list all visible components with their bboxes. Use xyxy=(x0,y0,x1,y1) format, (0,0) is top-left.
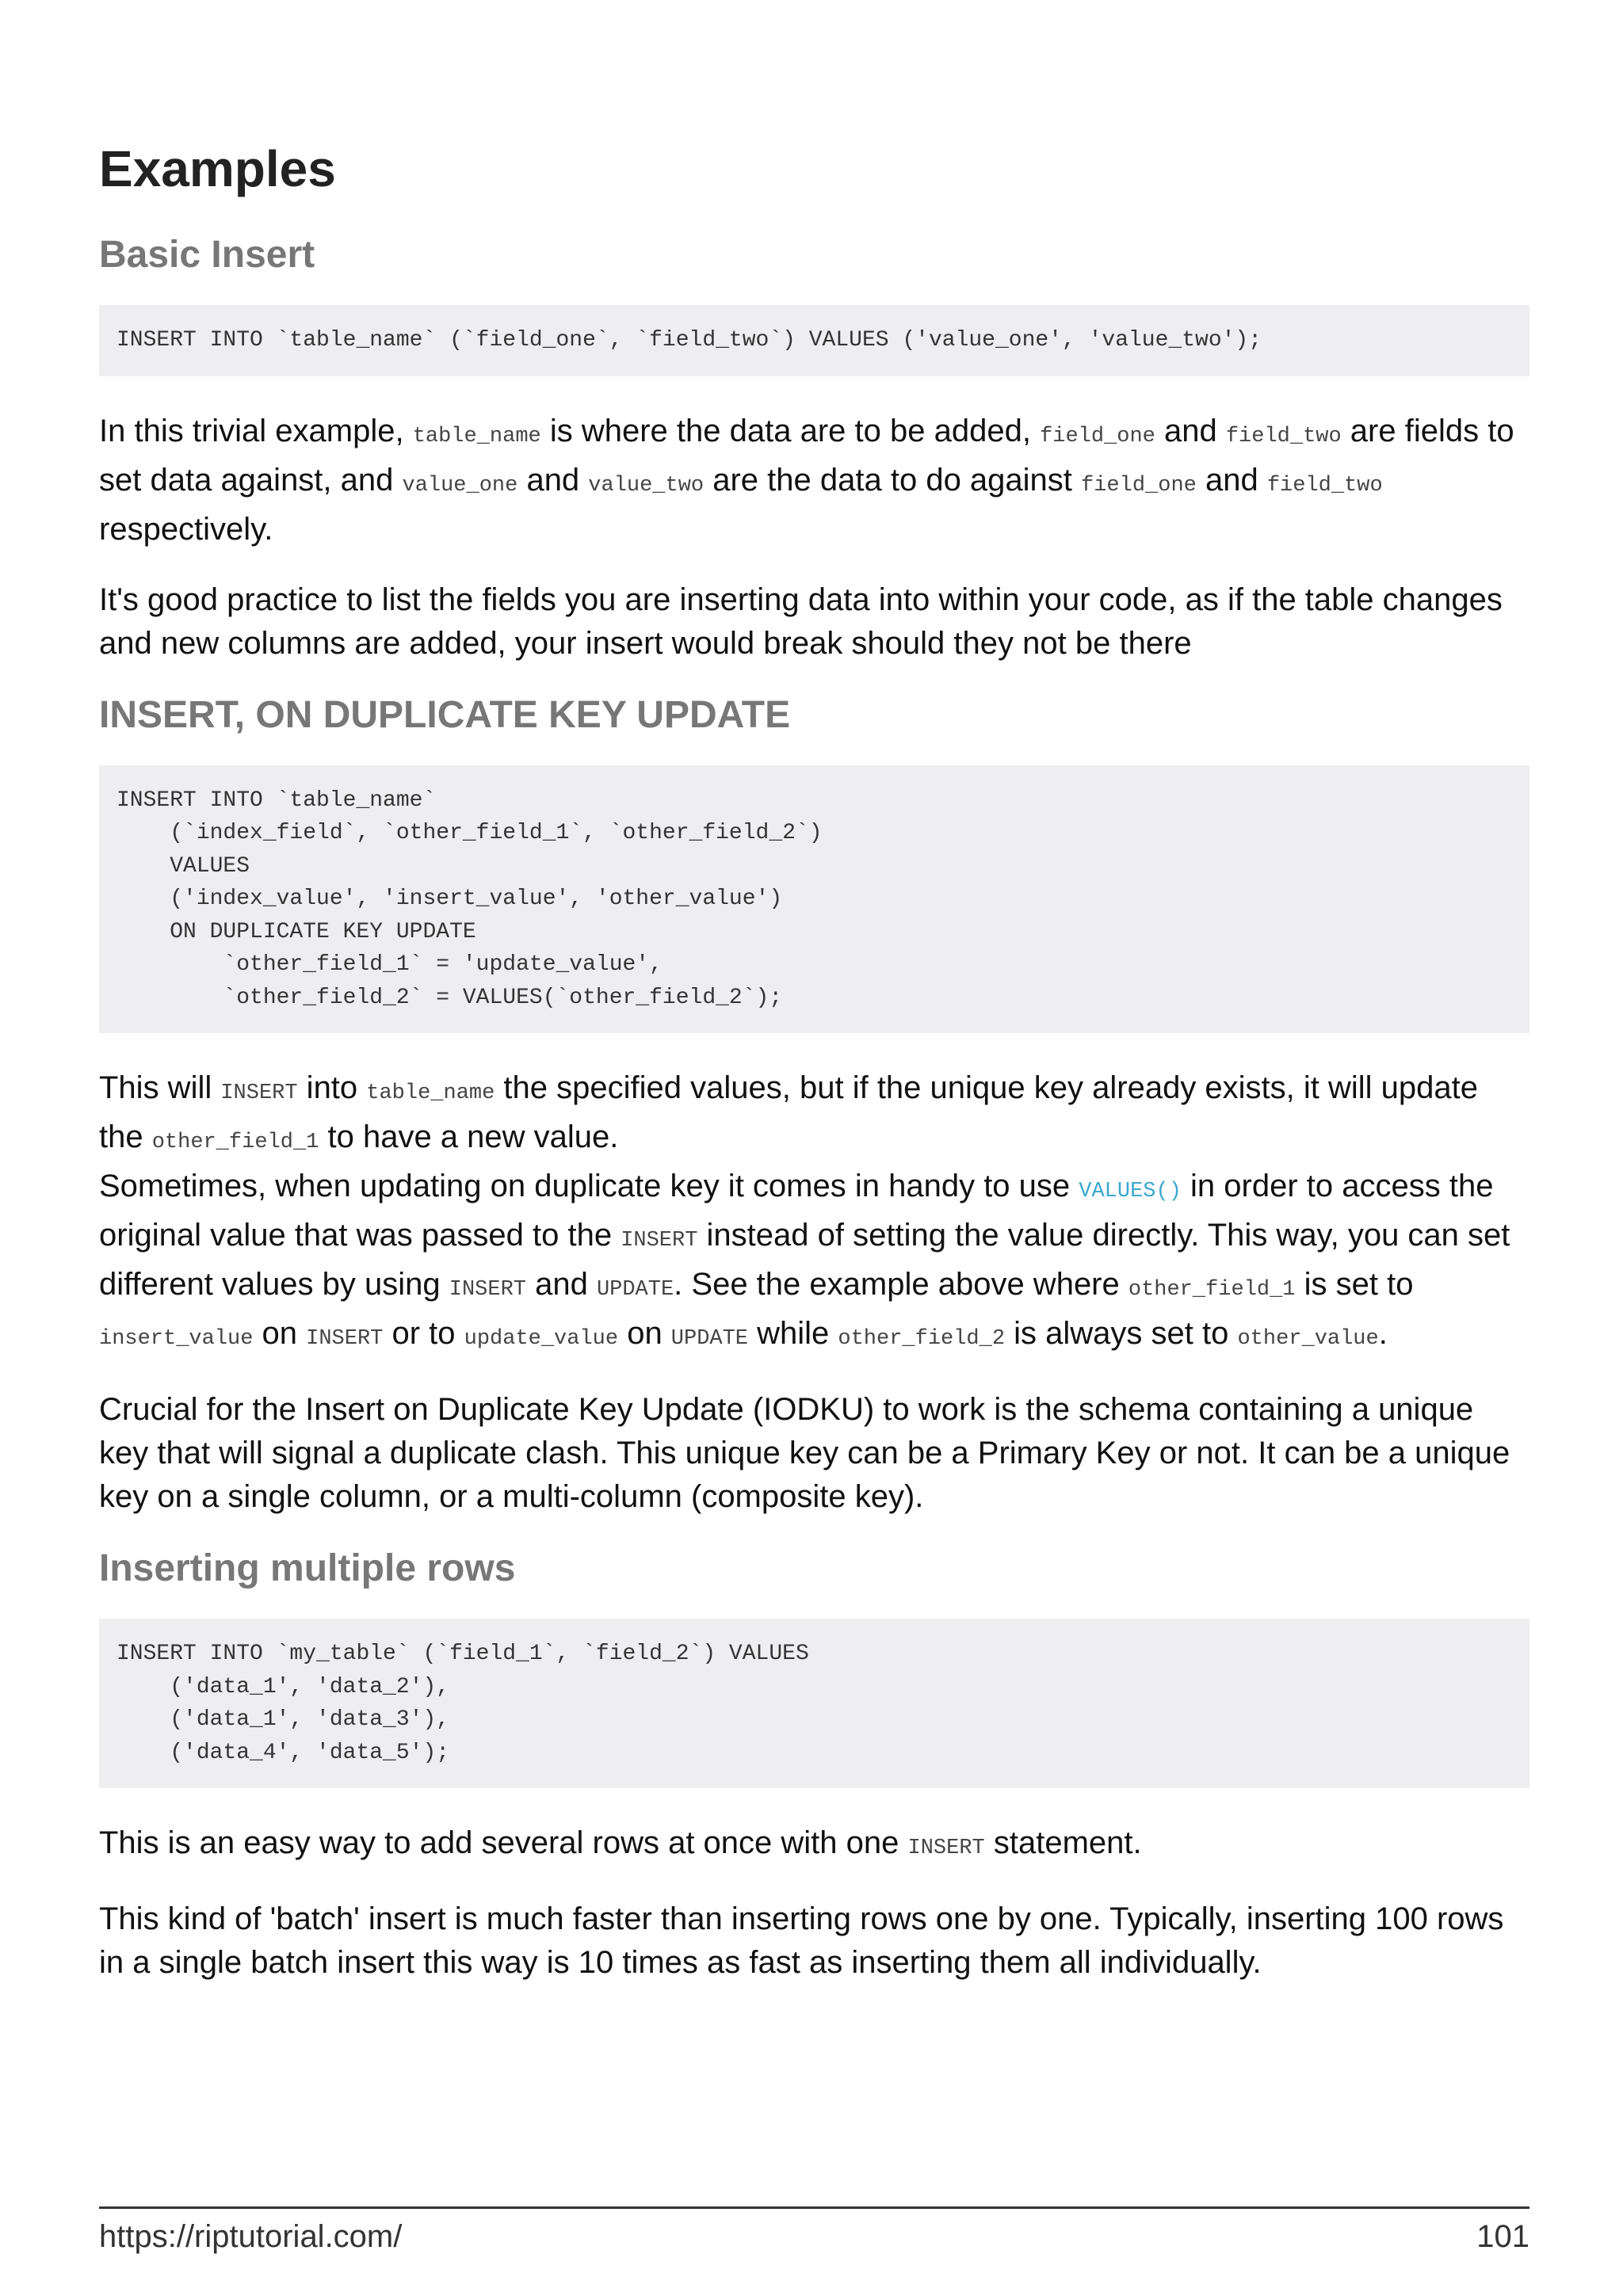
text-run: while xyxy=(748,1316,838,1351)
paragraph-multi-explanation xyxy=(99,1821,1529,1871)
paragraph-basic-explanation xyxy=(99,410,1529,551)
inline-code: INSERT xyxy=(306,1327,384,1351)
inline-code: other_field_2 xyxy=(838,1327,1006,1351)
page-number: 101 xyxy=(1476,2219,1529,2254)
text-run: are fields to set data against, and xyxy=(99,413,1514,498)
page-heading: Examples xyxy=(99,140,336,197)
paragraph-values-function xyxy=(99,1165,1529,1361)
paragraph-batch-performance: This kind of 'batch' insert is much faster than inserting rows one by one. Typically, inserting 100 rows in a single batch insert this way is 10 times as fast as inserting them all individually. xyxy=(99,1901,1504,1980)
inline-code: field_two xyxy=(1266,473,1383,498)
paragraph-iodku-explanation xyxy=(99,1066,1529,1165)
text-run: In this trivial example, xyxy=(99,413,413,448)
text-run: is where the data are to be added, xyxy=(540,413,1041,448)
paragraph-good-practice: It's good practice to list the fields you are inserting data into within your code, as if the table changes and new columns are added, your insert would break should they not be there xyxy=(99,582,1503,661)
text-run: on xyxy=(618,1316,671,1351)
inline-code: INSERT xyxy=(449,1278,526,1302)
section-title-iodku: INSERT, ON DUPLICATE KEY UPDATE xyxy=(99,693,791,736)
inline-code: UPDATE xyxy=(670,1327,749,1351)
text-run: into xyxy=(297,1070,367,1105)
text-run: and xyxy=(525,1267,597,1302)
text-run: . xyxy=(1378,1316,1388,1351)
text-run: is set to xyxy=(1295,1267,1414,1302)
inline-code: other_value xyxy=(1237,1327,1379,1351)
text-run: to have a new value. xyxy=(319,1119,619,1154)
text-run: and xyxy=(1155,413,1226,448)
inline-code: value_one xyxy=(402,473,518,498)
inline-code: update_value xyxy=(464,1327,619,1351)
inline-code: field_one xyxy=(1081,473,1197,498)
inline-code: INSERT xyxy=(621,1229,698,1253)
inline-code: insert_value xyxy=(99,1327,254,1351)
text-run: is always set to xyxy=(1005,1316,1238,1351)
text-run: statement. xyxy=(984,1825,1142,1860)
text-run: instead of setting the value directly. This way, you can set different values by using xyxy=(99,1218,1510,1302)
text-run: respectively. xyxy=(99,511,273,547)
code-block-multiple-rows: INSERT INTO `my_table` (`field_1`, `field_2`) VALUES ('data_1', 'data_2'), ('data_1', 'data_3'), ('data_4', 'data_5'); xyxy=(99,1619,1529,1788)
text-run: or to xyxy=(383,1316,464,1351)
text-run: and xyxy=(1196,462,1267,498)
text-run: the specified values, but if the unique key already exists, it will update the xyxy=(99,1070,1479,1154)
text-run: . See the example above where xyxy=(674,1267,1128,1302)
inline-code: table_name xyxy=(412,424,541,448)
inline-code: field_two xyxy=(1225,424,1342,448)
inline-code: field_one xyxy=(1040,424,1155,448)
values-function-link[interactable]: VALUES() xyxy=(1079,1180,1182,1203)
inline-code: other_field_1 xyxy=(1128,1278,1296,1302)
section-title-basic-insert: Basic Insert xyxy=(99,234,315,276)
text-run: on xyxy=(253,1316,307,1351)
paragraph-iodku-requirement: Crucial for the Insert on Duplicate Key Update (IODKU) to work is the schema containing a unique key that will signal a duplicate clash. This unique key can be a Primary Key or not. It can be a unique key on a single column, or a multi-column (composite key). xyxy=(99,1392,1510,1514)
text-run: are the data to do against xyxy=(704,462,1082,498)
footer-url[interactable]: https://riptutorial.com/ xyxy=(99,2219,403,2254)
document-page xyxy=(99,139,1529,2012)
page-footer xyxy=(99,2206,1529,2256)
text-run: Sometimes, when updating on duplicate key it comes in handy to use xyxy=(99,1169,1079,1203)
inline-code: value_two xyxy=(588,473,705,498)
code-block-iodku: INSERT INTO `table_name` (`index_field`, `other_field_1`, `other_field_2`) VALUES ('index_value', 'insert_value', 'other_value') ON DUPLICATE KEY UPDATE `other_field_1` = 'update_value', `other_field_2` = VALUES(`other_field_2`); xyxy=(99,765,1529,1034)
text-run: This is an easy way to add several rows at once with one xyxy=(99,1825,908,1860)
inline-code: table_name xyxy=(366,1081,495,1105)
text-run: and xyxy=(517,462,589,498)
inline-code: other_field_1 xyxy=(151,1131,319,1154)
section-title-multiple-rows: Inserting multiple rows xyxy=(99,1547,516,1589)
code-block-basic-insert: INSERT INTO `table_name` (`field_one`, `field_two`) VALUES ('value_one', 'value_two'); xyxy=(99,305,1529,376)
text-run: in order to access the original value that was passed to the xyxy=(99,1169,1494,1253)
inline-code: UPDATE xyxy=(596,1278,674,1302)
inline-code: INSERT xyxy=(907,1836,985,1860)
text-run: This will xyxy=(99,1070,221,1105)
inline-code: INSERT xyxy=(220,1081,298,1105)
